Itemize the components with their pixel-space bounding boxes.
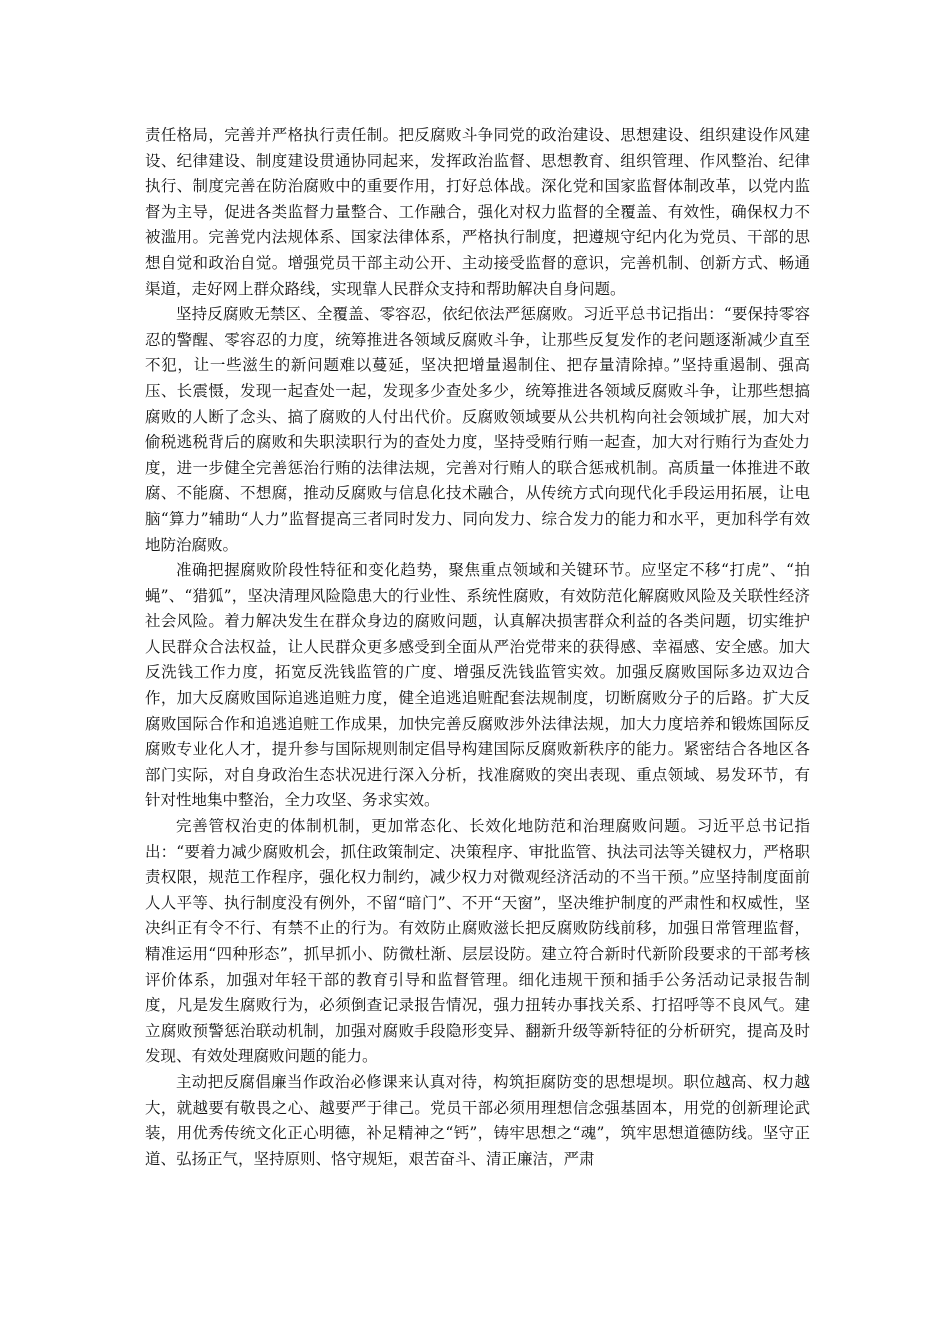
paragraph-4: 完善管权治吏的体制机制，更加常态化、长效化地防范和治理腐败问题。习近平总书记指出：“要着力减少腐败机会，抓住政策制定、决策程序、审批监管、执法司法等关键权力，严格职责权限，规范工作程序，强化权力制约，减少权力对微观经济活动的不当干预。”应坚持制度面前人人平等、执行制度没有例外，不留“暗门”、不开“天窗”，坚决维护制度的严肃性和权威性，坚决纠正有令不行、有禁不止的行为。有效防止腐败滋长把反腐败防线前移，加强日常管理监督，精准运用“四种形态”，抓早抓小、防微杜渐、层层设防。建立符合新时代新阶段要求的干部考核评价体系，加强对年轻干部的教育引导和监督管理。细化违规干预和插手公务活动记录报告制度，凡是发生腐败行为，必须倒查记录报告情况，强力扭转办事找关系、打招呼等不良风气。建立腐败预警惩治联动机制，加强对腐败手段隐形变异、翻新升级等新特征的分析研究，提高及时发现、有效处理腐败问题的能力。 <box>145 817 810 1066</box>
paragraph-5: 主动把反腐倡廉当作政治必修课来认真对待，构筑拒腐防变的思想堤坝。职位越高、权力越大，就越要有敬畏之心、越要严于律己。党员干部必须用理想信念强基固本，用党的创新理论武装，用优秀传统文化正心明德，补足精神之“钙”，铸牢思想之“魂”，筑牢思想道德防线。坚守正道、弘扬正气，坚持原则、恪守规矩，艰苦奋斗、清正廉洁，严肃 <box>145 1072 810 1168</box>
paragraph-1: 责任格局，完善并严格执行责任制。把反腐败斗争同党的政治建设、思想建设、组织建设作风建设、纪律建设、制度建设贯通协同起来，发挥政治监督、思想教育、组织管理、作风整治、纪律执行、制度完善在防治腐败中的重要作用，打好总体战。深化党和国家监督体制改革，以党内监督为主导，促进各类监督力量整合、工作融合，强化对权力监督的全覆盖、有效性，确保权力不被滥用。完善党内法规体系、国家法律体系，严格执行制度，把遵规守纪内化为党员、干部的思想自觉和政治自觉。增强党员干部主动公开、主动接受监督的意识，完善机制、创新方式、畅通渠道，走好网上群众路线，实现靠人民群众支持和帮助解决自身问题。 <box>145 126 810 298</box>
paragraph-2: 坚持反腐败无禁区、全覆盖、零容忍，依纪依法严惩腐败。习近平总书记指出：“要保持零容忍的警醒、零容忍的力度，统筹推进各领域反腐败斗争，让那些反复发作的老问题逐渐减少直至不犯，让一些滋生的新问题难以蔓延，坚决把增量遏制住、把存量清除掉。”坚持重遏制、强高压、长震慑，发现一起查处一起，发现多少查处多少，统筹推进各领域反腐败斗争，让那些想搞腐败的人断了念头、搞了腐败的人付出代价。反腐败领域要从公共机构向社会领域扩展，加大对偷税逃税背后的腐败和失职渎职行为的查处力度，坚持受贿行贿一起查，加大对行贿行为查处力度，进一步健全完善惩治行贿的法律法规，完善对行贿人的联合惩戒机制。高质量一体推进不敢腐、不能腐、不想腐，推动反腐败与信息化技术融合，从传统方式向现代化手段运用拓展，让电脑“算力”辅助“人力”监督提高三者同时发力、同向发力、综合发力的能力和水平，更加科学有效地防治腐败。 <box>145 305 810 554</box>
paragraph-3: 准确把握腐败阶段性特征和变化趋势，聚焦重点领域和关键环节。应坚定不移“打虎”、“拍蝇”、“猎狐”，坚决清理风险隐患大的行业性、系统性腐败，有效防范化解腐败风险及关联性经济社会风险。着力解决发生在群众身边的腐败问题，认真解决损害群众利益的各类问题，切实维护人民群众合法权益，让人民群众更多感受到全面从严治党带来的获得感、幸福感、安全感。加大反洗钱工作力度，拓宽反洗钱监管的广度、增强反洗钱监管实效。加强反腐败国际多边双边合作，加大反腐败国际追逃追赃力度，健全追逃追赃配套法规制度，切断腐败分子的后路。扩大反腐败国际合作和追逃追赃工作成果，加快完善反腐败涉外法律法规，加大力度培养和锻炼国际反腐败专业化人才，提升参与国际规则制定倡导构建国际反腐败新秩序的能力。紧密结合各地区各部门实际，对自身政治生态状况进行深入分析，找准腐败的突出表现、重点领域、易发环节，有针对性地集中整治，全力攻坚、务求实效。 <box>145 561 810 810</box>
document-body <box>145 123 810 1172</box>
